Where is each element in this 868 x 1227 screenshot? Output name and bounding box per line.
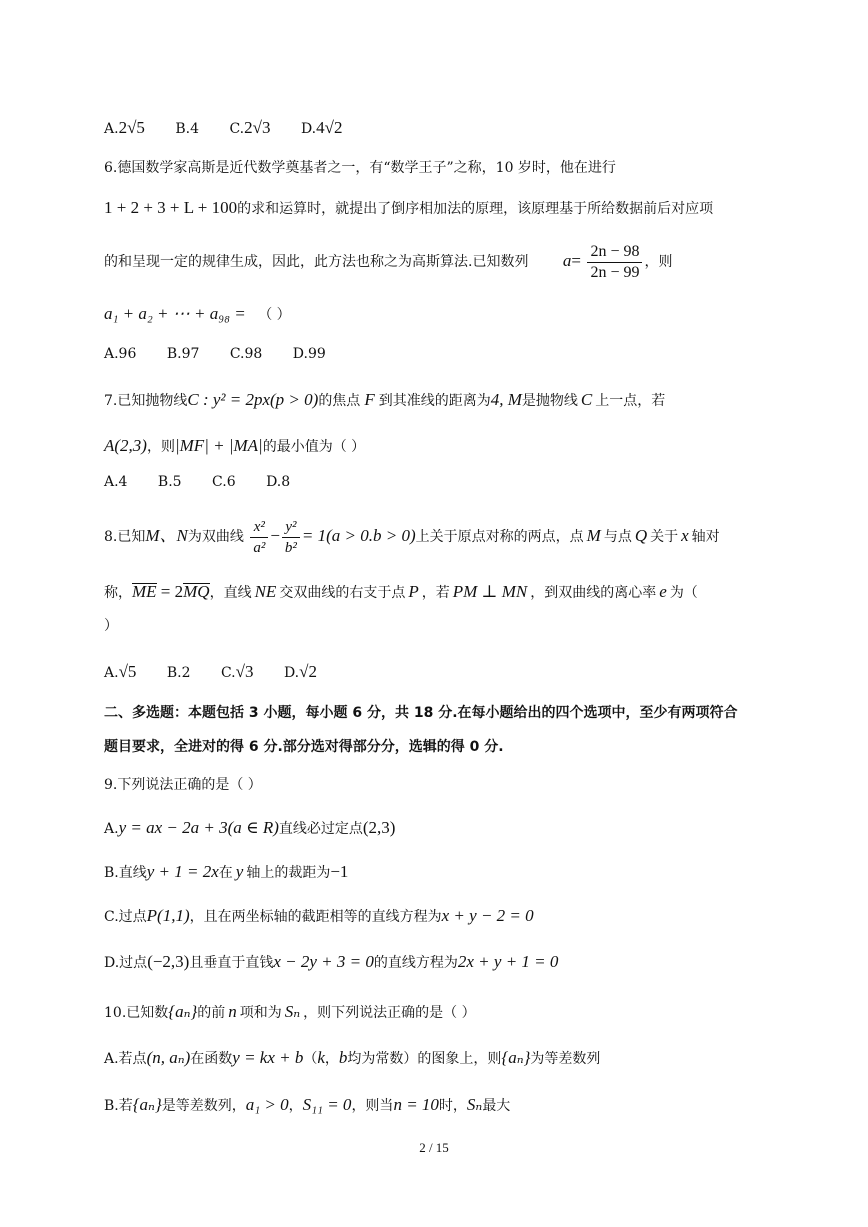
q8-fraction-x	[250, 517, 268, 558]
q8-line-2-a: 称，	[104, 585, 132, 601]
q9-option-c-label: C.过点	[104, 909, 147, 925]
q9-option-d-text-1: 且垂直于直钱	[189, 955, 274, 971]
q7-line-1-a: 7.已知抛物线	[104, 393, 188, 409]
q5-option-a-value: 2√5	[118, 118, 145, 137]
q10-option-a-k: k	[317, 1048, 325, 1067]
q6-sum-expression: 1 + 2 + 3 + L + 100	[104, 198, 238, 217]
q10-sequence: {aₙ}	[168, 1002, 198, 1021]
q10-option-a-b: b	[338, 1048, 348, 1067]
q8-points-mn: M、N	[145, 526, 188, 545]
q7-line-1-c: 到其准线的距离为	[378, 393, 491, 409]
q7-distance: 4, M	[490, 390, 522, 409]
q8-line-3: ）	[104, 618, 118, 634]
q6-line-1: 6.德国数学家高斯是近代数学奠基者之一，有“数学王子”之称，10 岁时，他在进行	[104, 160, 616, 176]
q8-option-c-label: C.	[220, 665, 236, 681]
q5-option-a-label: A.	[104, 121, 119, 137]
q7-point-a: A(2,3)	[104, 436, 147, 455]
q10-option-b-sn: Sₙ	[466, 1095, 483, 1114]
q9-option-d-point: (−2,3)	[147, 952, 190, 971]
q9-option-a-label: A.	[104, 821, 119, 837]
q10-sn: Sₙ	[284, 1002, 301, 1021]
q5-option-c-label: C.	[229, 121, 245, 137]
q10-option-b-n: n = 10	[393, 1095, 439, 1114]
q8-option-b: B.2	[166, 665, 191, 681]
q10-option-b-t5: 最大	[482, 1098, 511, 1114]
q10-option-b-t1: 是等差数列，	[161, 1098, 246, 1114]
q9-option-d-text-2: 的直线方程为	[373, 955, 458, 971]
q9-stem: 9.下列说法正确的是（ ）	[104, 777, 262, 793]
q10-n: n	[228, 1002, 237, 1021]
q6-line-3-tail: ，则	[644, 254, 673, 270]
page-number: 2 / 15	[419, 1140, 449, 1155]
q10-option-a-function: y = kx + b	[232, 1048, 304, 1067]
q8-option-c-value: √3	[235, 662, 254, 681]
q8-fraction-x-num: x²	[250, 517, 268, 538]
q7-line-1-e: 上一点，若	[595, 393, 666, 409]
q9-option-d-equation: 2x + y + 1 = 0	[457, 952, 559, 971]
q8-option-a-value: √5	[118, 662, 137, 681]
q8-line-ne: NE	[254, 582, 277, 601]
q9-option-c-equation: x + y − 2 = 0	[441, 906, 534, 925]
q9-option-b-equation: y + 1 = 2x	[146, 862, 219, 881]
q10-option-b-sequence: {aₙ}	[132, 1095, 162, 1114]
q6-sequence-term: a	[562, 251, 572, 270]
q10-stem	[104, 1002, 476, 1023]
q8-line-2-e: ，到双曲线的离心率	[530, 585, 657, 601]
q8-point-q: Q	[634, 526, 648, 545]
q9-option-d	[104, 952, 558, 973]
q8-option-d-value: √2	[299, 662, 317, 681]
q8-line-2-c: 交双曲线的右支于点	[279, 585, 406, 601]
q8-fraction-x-den: a²	[253, 539, 266, 556]
q7-line-1-b: 的焦点	[318, 393, 361, 409]
q9-option-b-label: B.直线	[104, 865, 147, 881]
q9-option-a-text: 直线必过定点	[278, 821, 363, 837]
q9-option-a-point: (2,3)	[362, 818, 396, 837]
q8-axis-x: x	[681, 526, 689, 545]
q10-option-a-t5: 为等差数列	[530, 1051, 601, 1067]
q10-option-b-a1: a₁ > 0	[245, 1095, 289, 1114]
q6-fraction-denominator: 2n − 99	[590, 263, 640, 281]
q10-option-b-t3: ，则当	[351, 1098, 394, 1114]
q6-answer-blank: （ ）	[258, 307, 291, 323]
q8-line-1-b: 为双曲线	[187, 529, 244, 545]
q10-stem-c: 项和为	[239, 1005, 282, 1021]
q7-curve-c: C	[580, 390, 593, 409]
q8-option-a-label: A.	[104, 665, 119, 681]
q9-option-b-text-1: 在	[218, 865, 233, 881]
q9-option-a-equation: y = ax − 2a + 3(a ∈ R)	[118, 818, 279, 837]
q6-line-2-text: 的求和运算时，就提出了倒序相加法的原理，该原理基于所给数据前后对应项	[237, 201, 714, 217]
q8-option-d-label: D.	[283, 665, 300, 681]
q7-option-d: D.8	[266, 474, 291, 490]
q6-fraction	[587, 242, 642, 283]
q8-line-1-a: 8.已知	[104, 529, 146, 545]
q8-line-1-f: 轴对	[691, 529, 720, 545]
q8-line-1	[104, 515, 720, 558]
q10-option-a-t3: ，	[324, 1051, 339, 1067]
q10-option-a-sequence: {aₙ}	[501, 1048, 531, 1067]
q6-line-3-text: 的和呈现一定的规律生成，因此，此方法也称之为高斯算法.已知数列	[104, 254, 529, 270]
q8-line-2-f: 为（	[669, 585, 698, 601]
q10-stem-a: 10.已知数	[104, 1005, 169, 1021]
q5-option-d-value: 4√2	[316, 118, 343, 137]
q9-option-c	[104, 906, 534, 927]
q7-focus: F	[364, 390, 375, 409]
q9-option-c-text: ，且在两坐标轴的截距相等的直线方程为	[189, 909, 442, 925]
q7-line-1	[104, 390, 665, 411]
q6-line-4	[104, 304, 291, 325]
q8-perpendicular: PM ⊥ MN	[452, 582, 528, 601]
q6-equals: =	[571, 251, 581, 270]
q9-option-a	[104, 818, 395, 839]
q8-line-2-b: ，直线	[209, 585, 252, 601]
q7-option-a: A.4	[104, 474, 128, 490]
q7-distance-sum: |MF| + |MA|	[174, 436, 263, 455]
q10-option-a	[104, 1048, 600, 1069]
q7-line-2-a: ，则	[146, 439, 175, 455]
q9-option-b-value: −1	[330, 862, 349, 881]
q8-point-p: P	[408, 582, 419, 601]
q9-option-d-label: D.过点	[104, 955, 148, 971]
q8-fraction-y-num: y²	[282, 517, 300, 538]
q8-line-1-c: 上关于原点对称的两点，点	[415, 529, 584, 545]
q10-stem-b: 的前	[197, 1005, 226, 1021]
q7-line-2	[104, 436, 365, 457]
q8-point-m: M	[586, 526, 601, 545]
q8-eccentricity: e	[659, 582, 667, 601]
q7-option-c: C.6	[212, 474, 236, 490]
q6-options	[104, 344, 352, 364]
q8-fraction-y-den: b²	[284, 539, 297, 556]
q8-hyperbola-rhs: = 1(a > 0.b > 0)	[301, 526, 416, 545]
q10-option-a-t2: （	[303, 1051, 318, 1067]
q10-option-b-t2: ，	[288, 1098, 303, 1114]
q10-option-b	[104, 1095, 510, 1116]
q6-option-c: C.98	[229, 346, 263, 362]
q7-parabola-equation: C : y² = 2px(p > 0)	[187, 390, 319, 409]
q8-line-1-d: 与点	[603, 529, 632, 545]
q9-option-c-point: P(1,1)	[146, 906, 190, 925]
q7-options	[104, 472, 316, 492]
q8-line-2	[104, 582, 698, 603]
q5-options	[104, 118, 368, 139]
q9-option-b	[104, 862, 348, 883]
q8-fraction-y	[282, 517, 300, 558]
q10-option-a-point: (n, aₙ)	[146, 1048, 191, 1067]
q6-option-b: B.97	[166, 346, 200, 362]
q10-option-b-s11: S₁₁ = 0	[302, 1095, 352, 1114]
q8-line-1-e: 关于	[650, 529, 679, 545]
q10-option-b-label: B.若	[104, 1098, 133, 1114]
q6-line-2	[104, 198, 713, 219]
q5-option-c-value: 2√3	[244, 118, 271, 137]
q8-minus: −	[270, 526, 280, 545]
q6-sum-terms: a₁ + a₂ + ⋯ + a₉₈ =	[104, 304, 246, 323]
q9-option-b-text-2: 轴上的裁距为	[246, 865, 331, 881]
section-2-heading-line-2: 题目要求，全进对的得 6 分.部分选对得部分分，选辑的得 0 分.	[104, 739, 504, 755]
q10-stem-d: ，则下列说法正确的是（ ）	[303, 1005, 476, 1021]
q10-option-a-label: A.若点	[104, 1051, 147, 1067]
q8-line-2-d: ，若	[421, 585, 450, 601]
q6-fraction-numerator: 2n − 98	[587, 242, 642, 263]
q9-option-d-line: x − 2y + 3 = 0	[273, 952, 374, 971]
q10-option-a-t1: 在函数	[190, 1051, 233, 1067]
q7-line-2-b: 的最小值为（ ）	[262, 439, 366, 455]
q8-options	[104, 662, 343, 683]
q6-option-a: A.96	[104, 346, 137, 362]
q7-line-1-d: 是抛物线	[521, 393, 578, 409]
q6-line-3	[104, 240, 672, 283]
q10-option-a-t4: 均为常数）的图象上，则	[347, 1051, 502, 1067]
q8-vector-equals: = 2	[156, 582, 184, 601]
q8-vector-me: ME	[132, 582, 157, 601]
q7-option-b: B.5	[157, 474, 182, 490]
q5-option-d-label: D.	[300, 121, 317, 137]
q9-option-b-axis: y	[235, 862, 244, 881]
section-2-heading-line-1: 二、多选题：本题包括 3 小题，每小题 6 分，共 18 分.在每小题给出的四个选项中，至少有两项符合	[104, 705, 738, 721]
q10-option-b-t4: 时，	[438, 1098, 467, 1114]
q8-vector-mq: MQ	[183, 582, 210, 601]
q5-option-b: B.4	[175, 121, 200, 137]
q6-option-d: D.99	[292, 346, 326, 362]
